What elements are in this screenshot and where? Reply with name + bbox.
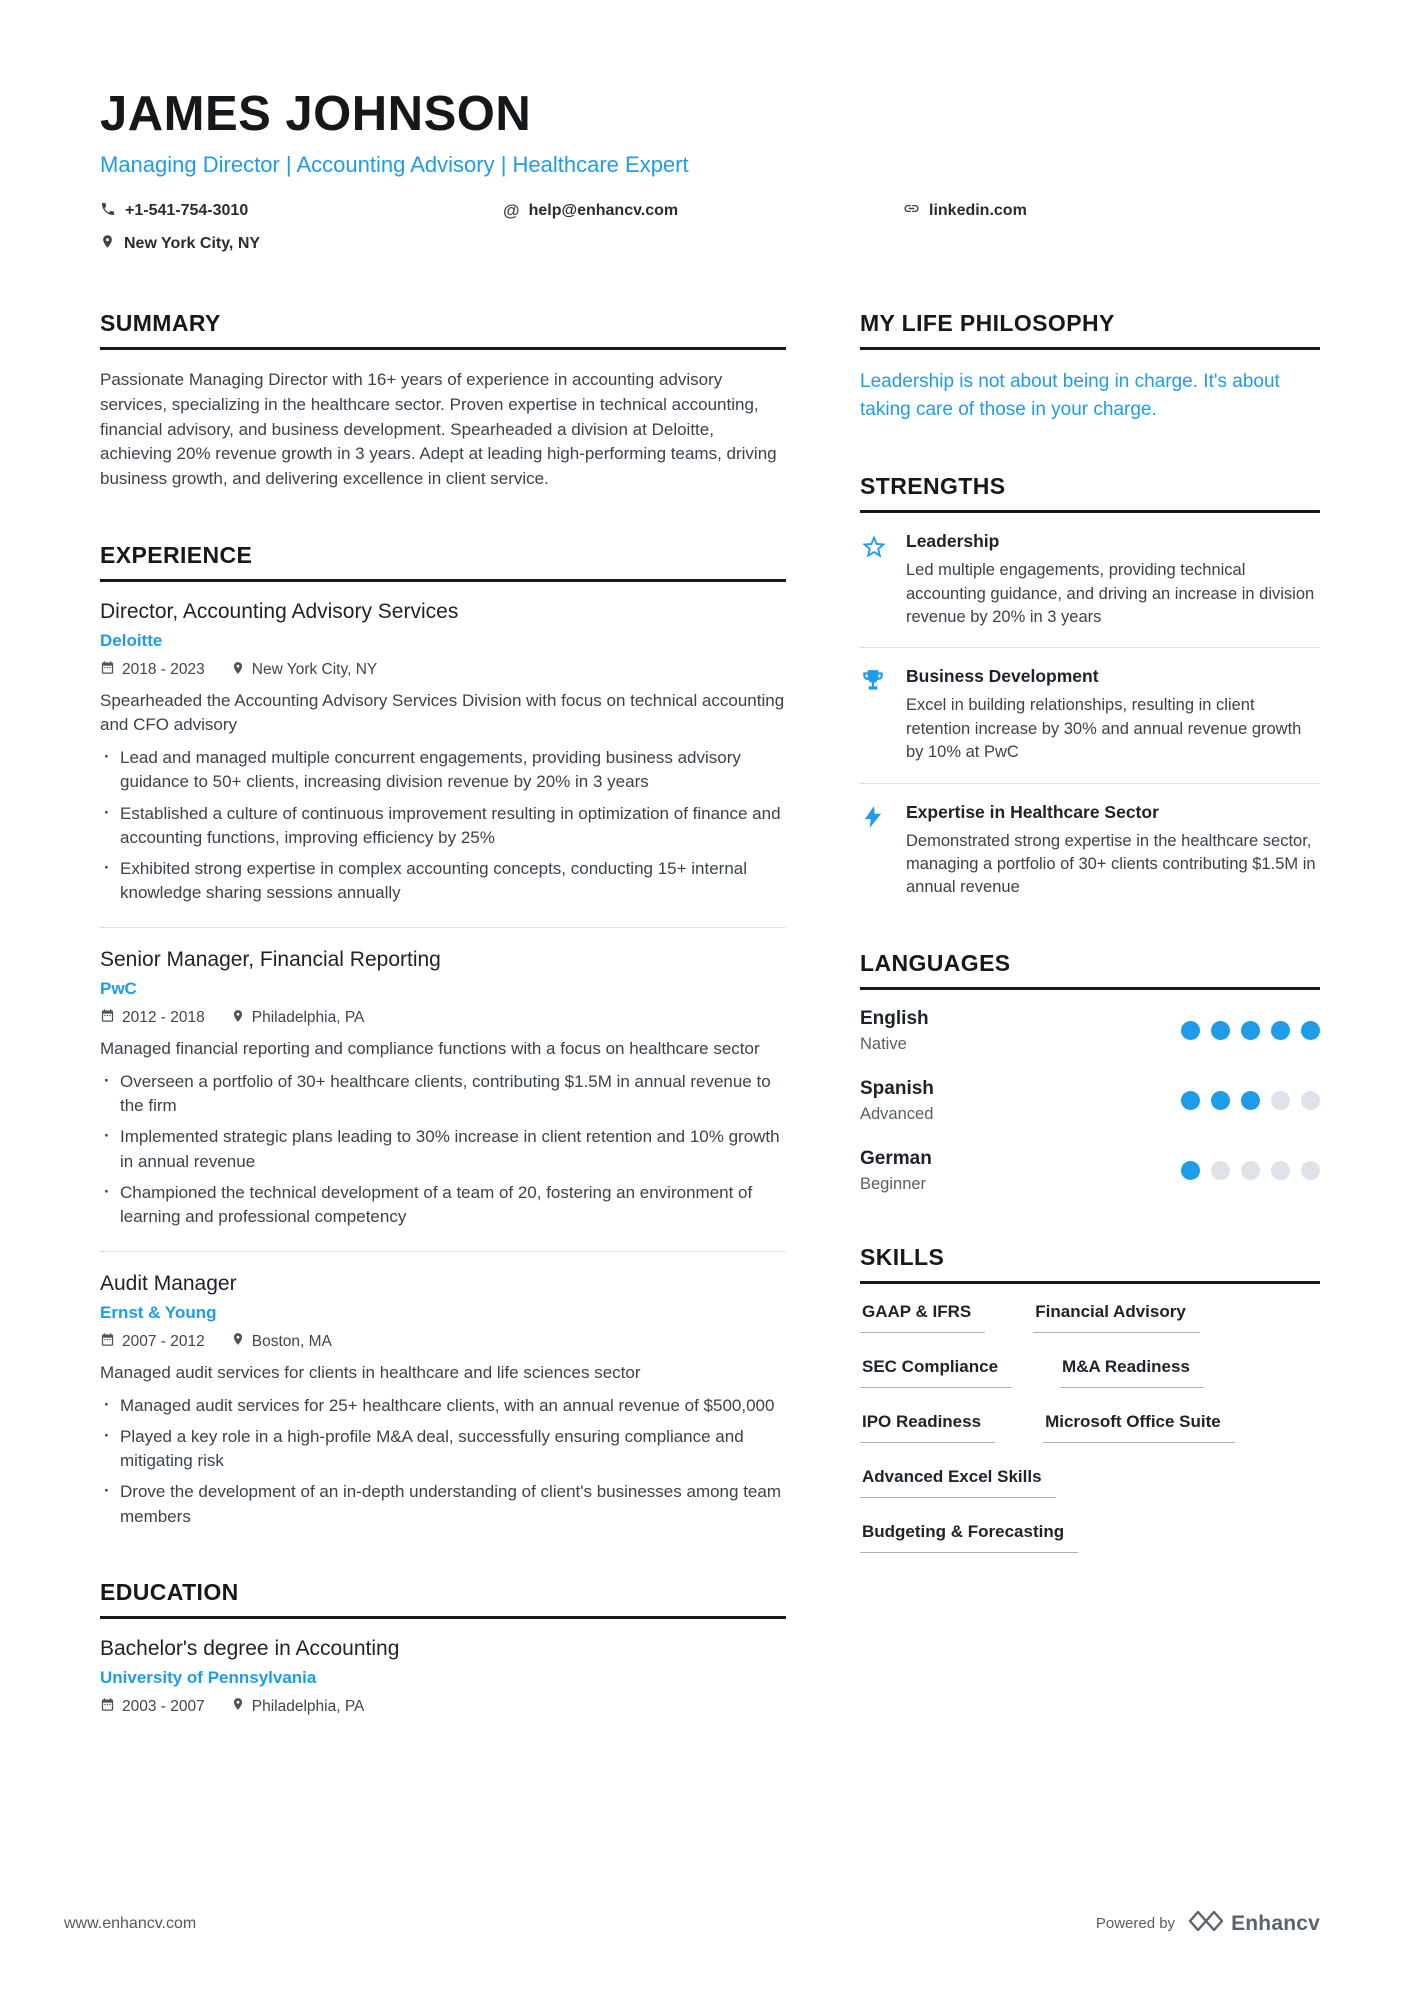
skill-tag: Advanced Excel Skills [860,1467,1056,1498]
skill-tag: Financial Advisory [1033,1302,1200,1333]
summary-text: Passionate Managing Director with 16+ years of experience in accounting advisory services, specializing in the healthcare sector. Proven expertise in technical accounting, financial advisory, and business development. Spearheaded a division at Deloitte, achieving 20% revenue growth in 3 years. Adept at leading high-performing teams, driving business growth, and delivering excellence in client service. [100,370,777,489]
job-dates-text: 2018 - 2023 [122,661,205,679]
languages-section [860,950,1320,1194]
phone-link[interactable] [100,201,503,222]
strength-text: Demonstrated strong expertise in the healthcare sector, managing a portfolio of 30+ clients contributing $1.5M in annual revenue [906,831,1316,897]
job-location-text: New York City, NY [251,661,378,679]
job-bullet: · Championed the technical development of a team of 20, fostering an environment of learning and professional competency [100,1181,786,1229]
location-pin-icon [100,234,115,254]
job-dates [100,1008,205,1028]
location-pin-icon [231,1332,245,1351]
location-pin-icon [231,661,245,680]
job-dates-text: 2012 - 2018 [122,1009,205,1027]
skills-heading: SKILLS [860,1244,1320,1284]
skills-list [860,1302,1320,1577]
skill-tag: M&A Readiness [1060,1357,1204,1388]
job-location-text: Philadelphia, PA [251,1009,365,1027]
language-level: Native [860,1034,907,1053]
language-level: Beginner [860,1174,927,1193]
page-footer [64,1910,1320,1937]
education-location-text: Philadelphia, PA [251,1697,365,1715]
dot-filled [1211,1091,1230,1110]
strength-item [860,783,1320,900]
infinity-logo-icon [1189,1910,1223,1937]
skill-tag: Budgeting & Forecasting [860,1522,1078,1553]
experience-section [100,542,786,1529]
skill-tag: IPO Readiness [860,1412,995,1443]
lightning-icon [860,802,890,900]
job-bullets [100,1394,786,1529]
job-title: Senior Manager, Financial Reporting [100,948,441,972]
star-icon [860,531,890,629]
language-info [860,1078,934,1124]
dot-filled [1301,1021,1320,1040]
candidate-name: JAMES JOHNSON [100,87,532,141]
experience-item [100,600,786,905]
job-dates [100,1332,205,1352]
company-name: Ernst & Young [100,1302,217,1322]
dot-empty [1241,1161,1260,1180]
language-row [860,1008,1320,1054]
job-bullet: · Exhibited strong expertise in complex accounting concepts, conducting 15+ internal knowledge sharing sessions annually [100,857,786,905]
powered-by [1096,1910,1320,1937]
location-pin-icon [231,1009,245,1028]
strength-item [860,531,1320,629]
degree-title: Bachelor's degree in Accounting [100,1636,400,1660]
strength-body [906,802,1320,900]
experience-item [100,1251,786,1529]
dot-empty [1271,1091,1290,1110]
footer-url[interactable]: www.enhancv.com [64,1914,197,1932]
powered-by-label: Powered by [1095,1915,1176,1932]
dot-empty [1301,1091,1320,1110]
dot-filled [1241,1091,1260,1110]
education-dates-text: 2003 - 2007 [122,1697,205,1715]
strength-text: Led multiple engagements, providing technical accounting guidance, and driving an increase in division revenue by 20% in 3 years [906,561,1315,626]
calendar-icon [100,660,115,680]
school-name: University of Pennsylvania [100,1667,317,1687]
job-meta [100,660,786,680]
strengths-heading: STRENGTHS [860,473,1320,513]
language-row [860,1078,1320,1124]
dot-filled [1181,1161,1200,1180]
contact-info [100,200,1320,254]
language-level: Advanced [860,1104,934,1123]
job-bullets [100,746,786,905]
dot-filled [1271,1021,1290,1040]
job-meta [100,1008,786,1028]
education-location [231,1697,365,1716]
job-bullets [100,1070,786,1229]
job-bullet: · Overseen a portfolio of 30+ healthcare clients, contributing $1.5M in annual revenue to the firm [100,1070,786,1118]
language-name: German [860,1147,932,1169]
dot-filled [1181,1091,1200,1110]
left-column [100,310,786,1767]
education-meta [100,1697,786,1717]
job-location [231,661,377,680]
job-meta [100,1332,786,1352]
location-pin-icon [231,1697,245,1716]
linkedin-url: linkedin.com [929,202,1027,219]
dot-filled [1211,1021,1230,1040]
strength-title: Expertise in Healthcare Sector [906,801,1159,822]
language-row [860,1148,1320,1194]
job-title: Audit Manager [100,1271,237,1295]
philosophy-section [860,310,1320,423]
language-info [860,1148,932,1194]
summary-section [100,310,786,492]
job-bullet: · Played a key role in a high-profile M&A deal, successfully ensuring compliance and mitigating risk [100,1425,786,1473]
link-icon [903,200,920,222]
resume-header [100,86,1320,254]
dot-empty [1301,1161,1320,1180]
right-column [860,310,1320,1767]
linkedin-link[interactable] [903,200,1320,222]
dot-filled [1181,1021,1200,1040]
email-address: help@enhancv.com [528,202,679,219]
email-icon: @ [503,201,520,220]
education-heading: EDUCATION [100,1579,786,1619]
job-bullet: · Drove the development of an in-depth understanding of client's businesses among team members [100,1480,786,1528]
job-location [231,1332,332,1351]
experience-item [100,927,786,1229]
phone-number: +1-541-754-3010 [125,202,249,219]
job-description: Managed audit services for clients in healthcare and life sciences sector [100,1362,641,1382]
calendar-icon [100,1008,115,1028]
job-description: Managed financial reporting and compliance functions with a focus on healthcare sector [100,1039,760,1059]
skill-tag: Microsoft Office Suite [1043,1412,1235,1443]
job-dates [100,660,205,680]
job-dates-text: 2007 - 2012 [122,1332,205,1350]
language-name: Spanish [860,1077,934,1099]
languages-heading: LANGUAGES [860,950,1320,990]
calendar-icon [100,1697,115,1717]
dot-empty [1271,1161,1290,1180]
job-bullet: · Implemented strategic plans leading to 30% increase in client retention and 10% growth in annual revenue [100,1125,786,1173]
language-level-dots [1181,1161,1320,1180]
location-item [100,234,503,254]
company-name: PwC [100,979,137,999]
language-name: English [860,1007,929,1029]
job-bullet: · Lead and managed multiple concurrent engagements, providing business advisory guidance to 50+ clients, increasing division revenue by 20% in 3 years [100,746,786,794]
skill-tag: SEC Compliance [860,1357,1012,1388]
language-level-dots [1181,1021,1320,1040]
job-location-text: Boston, MA [251,1332,332,1350]
strength-body [906,531,1320,629]
candidate-headline: Managing Director | Accounting Advisory | Healthcare Expert [100,152,689,177]
phone-icon [100,201,116,222]
strengths-section [860,473,1320,900]
job-description: Spearheaded the Accounting Advisory Services Division with focus on technical accounting and CFO advisory [100,691,785,735]
language-level-dots [1181,1091,1320,1110]
job-bullet: · Managed audit services for 25+ healthcare clients, with an annual revenue of $500,000 [100,1394,786,1418]
philosophy-heading: MY LIFE PHILOSOPHY [860,310,1320,350]
skills-section [860,1244,1320,1577]
company-name: Deloitte [100,631,163,651]
brand-name: Enhancv [1231,1911,1320,1935]
strength-title: Leadership [906,531,1000,552]
skill-tag: GAAP & IFRS [860,1302,985,1333]
language-info [860,1008,929,1054]
dot-filled [1241,1021,1260,1040]
education-dates [100,1697,205,1717]
dot-empty [1211,1161,1230,1180]
location-text: New York City, NY [124,235,261,252]
education-section [100,1579,786,1717]
philosophy-quote: Leadership is not about being in charge. It's about taking care of those in your charge. [860,371,1280,420]
calendar-icon [100,1332,115,1352]
summary-heading: SUMMARY [100,310,786,350]
email-link[interactable] [503,201,903,221]
job-bullet: · Established a culture of continuous improvement resulting in optimization of finance and accounting functions, improving efficiency by 25% [100,802,786,850]
enhancv-logo[interactable] [1189,1910,1320,1937]
experience-heading: EXPERIENCE [100,542,786,582]
job-title: Director, Accounting Advisory Services [100,600,459,624]
strength-text: Excel in building relationships, resulting in client retention increase by 30% and annual revenue growth by 10% at PwC [906,696,1302,762]
strength-item [860,647,1320,764]
strength-body [906,666,1320,764]
trophy-icon [860,666,890,764]
strength-title: Business Development [906,666,1099,687]
job-location [231,1009,365,1028]
